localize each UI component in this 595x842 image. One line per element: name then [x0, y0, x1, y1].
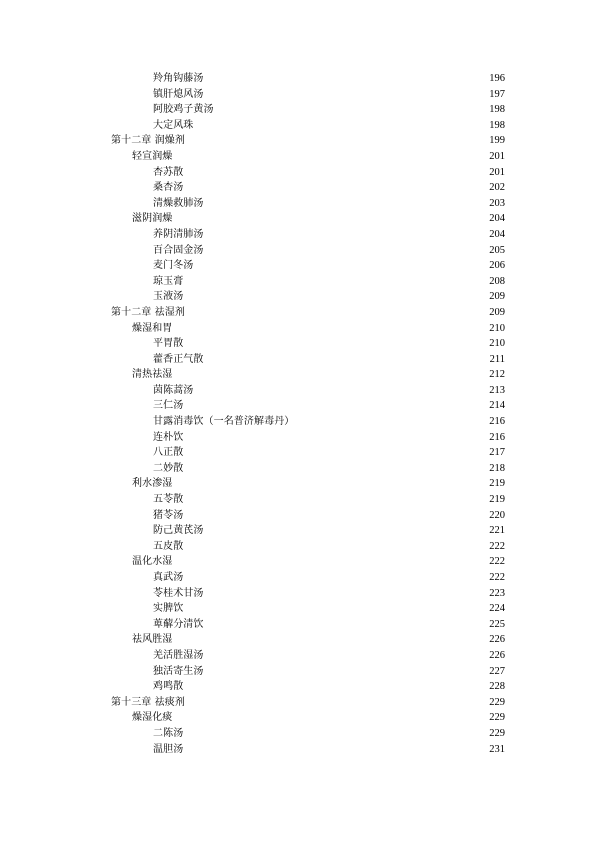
- toc-entry-title: 第十二章 润燥剂: [111, 135, 185, 147]
- toc-formula-entry: [0, 87, 595, 103]
- toc-entry-title: 温胆汤: [153, 743, 184, 755]
- toc-entry-title: 萆薢分清饮: [153, 618, 204, 630]
- toc-entry-title: 羚角钩藤汤: [153, 73, 204, 84]
- toc-entry-title: 茵陈蒿汤: [153, 384, 194, 396]
- toc-page-number: 220: [489, 509, 505, 521]
- toc-entry-title: 羌活胜湿汤: [153, 649, 204, 661]
- toc-page-number: 219: [489, 494, 505, 506]
- toc-formula-entry: [0, 118, 595, 134]
- toc-page-number: 229: [489, 727, 505, 739]
- toc-entry-title: 第十二章 祛湿剂: [111, 306, 185, 318]
- toc-page-number: 201: [489, 166, 505, 178]
- toc-entry-title: 防己黄芪汤: [153, 525, 204, 537]
- toc-entry-title: 琼玉膏: [153, 275, 184, 287]
- toc-formula-entry: [0, 243, 595, 259]
- toc-page-number: 229: [489, 696, 505, 708]
- toc-page-number: 218: [489, 462, 505, 474]
- toc-entry-title: 平胃散: [153, 338, 184, 350]
- toc-entry-title: 二陈汤: [153, 727, 184, 739]
- toc-page-number: 216: [489, 416, 505, 428]
- toc-entry-title: 真武汤: [153, 572, 184, 583]
- toc-formula-entry: [0, 586, 595, 602]
- toc-entry-title: 清热祛湿: [132, 369, 173, 381]
- toc-formula-entry: [0, 227, 595, 243]
- toc-entry-title: 大定风珠: [153, 119, 194, 131]
- toc-formula-entry: [0, 539, 595, 555]
- toc-formula-entry: [0, 274, 595, 290]
- toc-section-entry: [0, 367, 595, 383]
- toc-entry-title: 利水渗湿: [132, 478, 173, 490]
- toc-formula-entry: [0, 352, 595, 368]
- toc-entry-title: 麦门冬汤: [153, 260, 194, 272]
- toc-formula-entry: [0, 461, 595, 477]
- toc-formula-entry: [0, 742, 595, 758]
- toc-page-number: 226: [489, 649, 505, 661]
- toc-formula-entry: [0, 726, 595, 742]
- toc-formula-entry: [0, 523, 595, 539]
- toc-page-number: 226: [489, 634, 505, 646]
- toc-entry-title: 滋阴润燥: [132, 213, 173, 225]
- toc-entry-title: 镇肝熄风汤: [153, 88, 204, 100]
- toc-entry-title: 八正散: [153, 447, 184, 459]
- toc-section-entry: [0, 321, 595, 337]
- toc-section-entry: [0, 476, 595, 492]
- toc-section-entry: [0, 211, 595, 227]
- toc-formula-entry: [0, 289, 595, 305]
- toc-formula-entry: [0, 196, 595, 212]
- toc-formula-entry: [0, 102, 595, 118]
- toc-page-number: 210: [489, 338, 505, 350]
- toc-entry-title: 燥湿化痰: [132, 712, 173, 724]
- toc-formula-entry: [0, 664, 595, 680]
- toc-chapter-entry: [0, 695, 595, 711]
- toc-page-number: 229: [489, 712, 505, 724]
- toc-page-number: 222: [489, 556, 505, 568]
- toc-page-number: 203: [489, 197, 505, 209]
- toc-page-number: 222: [489, 572, 505, 583]
- toc-formula-entry: [0, 679, 595, 695]
- table-of-contents: [0, 71, 595, 757]
- toc-entry-title: 鸡鸣散: [153, 681, 184, 693]
- toc-entry-title: 养阴清肺汤: [153, 228, 204, 240]
- toc-formula-entry: [0, 71, 595, 87]
- toc-page-number: 205: [489, 244, 505, 256]
- toc-entry-title: 藿香正气散: [153, 353, 204, 365]
- toc-entry-title: 清燥救肺汤: [153, 197, 204, 209]
- toc-formula-entry: [0, 570, 595, 586]
- toc-entry-title: 轻宣润燥: [132, 150, 173, 162]
- toc-entry-title: 连朴饮: [153, 431, 184, 443]
- toc-formula-entry: [0, 414, 595, 430]
- toc-formula-entry: [0, 180, 595, 196]
- toc-page-number: 199: [489, 135, 505, 147]
- toc-section-entry: [0, 710, 595, 726]
- toc-page-number: 204: [489, 228, 505, 240]
- toc-page-number: 197: [489, 88, 505, 100]
- toc-page-number: 210: [489, 322, 505, 334]
- toc-page-number: 209: [489, 291, 505, 303]
- toc-entry-title: 燥湿和胃: [132, 322, 173, 334]
- toc-page-number: 209: [489, 306, 505, 318]
- toc-formula-entry: [0, 648, 595, 664]
- toc-entry-title: 温化水湿: [132, 556, 173, 568]
- toc-formula-entry: [0, 258, 595, 274]
- toc-entry-title: 独活寄生汤: [153, 665, 204, 677]
- toc-entry-title: 猪苓汤: [153, 509, 184, 521]
- toc-section-entry: [0, 632, 595, 648]
- toc-entry-title: 三仁汤: [153, 400, 184, 412]
- toc-page-number: 204: [489, 213, 505, 225]
- toc-entry-title: 五皮散: [153, 540, 184, 552]
- toc-entry-title: 二妙散: [153, 462, 184, 474]
- toc-page-number: 196: [489, 73, 505, 84]
- toc-formula-entry: [0, 617, 595, 633]
- toc-formula-entry: [0, 430, 595, 446]
- toc-formula-entry: [0, 508, 595, 524]
- toc-formula-entry: [0, 383, 595, 399]
- toc-formula-entry: [0, 398, 595, 414]
- toc-entry-title: 五苓散: [153, 494, 184, 506]
- toc-entry-title: 甘露消毒饮（一名普济解毒丹）: [153, 416, 295, 428]
- toc-chapter-entry: [0, 133, 595, 149]
- toc-page-number: 231: [489, 743, 505, 755]
- toc-page-number: 206: [489, 260, 505, 272]
- toc-page-number: 217: [489, 447, 505, 459]
- toc-page-number: 219: [489, 478, 505, 490]
- toc-section-entry: [0, 554, 595, 570]
- toc-page-number: 211: [489, 353, 505, 365]
- toc-page-number: 214: [489, 400, 505, 412]
- toc-entry-title: 百合固金汤: [153, 244, 204, 256]
- toc-page-number: 228: [489, 681, 505, 693]
- toc-entry-title: 苓桂术甘汤: [153, 587, 204, 599]
- toc-entry-title: 杏苏散: [153, 166, 184, 178]
- toc-entry-title: 实脾饮: [153, 603, 184, 615]
- toc-entry-title: 阿胶鸡子黄汤: [153, 104, 214, 116]
- toc-page-number: 225: [489, 618, 505, 630]
- toc-page-number: 201: [489, 150, 505, 162]
- toc-page-number: 223: [489, 587, 505, 599]
- toc-entry-title: 祛风胜湿: [132, 634, 173, 646]
- toc-page-number: 198: [489, 104, 505, 116]
- toc-formula-entry: [0, 492, 595, 508]
- toc-entry-title: 第十三章 祛痰剂: [111, 696, 185, 708]
- toc-formula-entry: [0, 165, 595, 181]
- toc-page-number: 202: [489, 182, 505, 194]
- toc-page-number: 221: [489, 525, 505, 537]
- toc-page-number: 227: [489, 665, 505, 677]
- toc-page-number: 213: [489, 384, 505, 396]
- toc-formula-entry: [0, 336, 595, 352]
- toc-entry-title: 桑杏汤: [153, 182, 184, 194]
- toc-section-entry: [0, 149, 595, 165]
- toc-page-number: 216: [489, 431, 505, 443]
- toc-page-number: 198: [489, 119, 505, 131]
- toc-chapter-entry: [0, 305, 595, 321]
- toc-formula-entry: [0, 445, 595, 461]
- toc-page-number: 208: [489, 275, 505, 287]
- toc-page-number: 224: [489, 603, 505, 615]
- toc-page-number: 212: [489, 369, 505, 381]
- toc-page-number: 222: [489, 540, 505, 552]
- toc-formula-entry: [0, 601, 595, 617]
- toc-entry-title: 玉液汤: [153, 291, 184, 303]
